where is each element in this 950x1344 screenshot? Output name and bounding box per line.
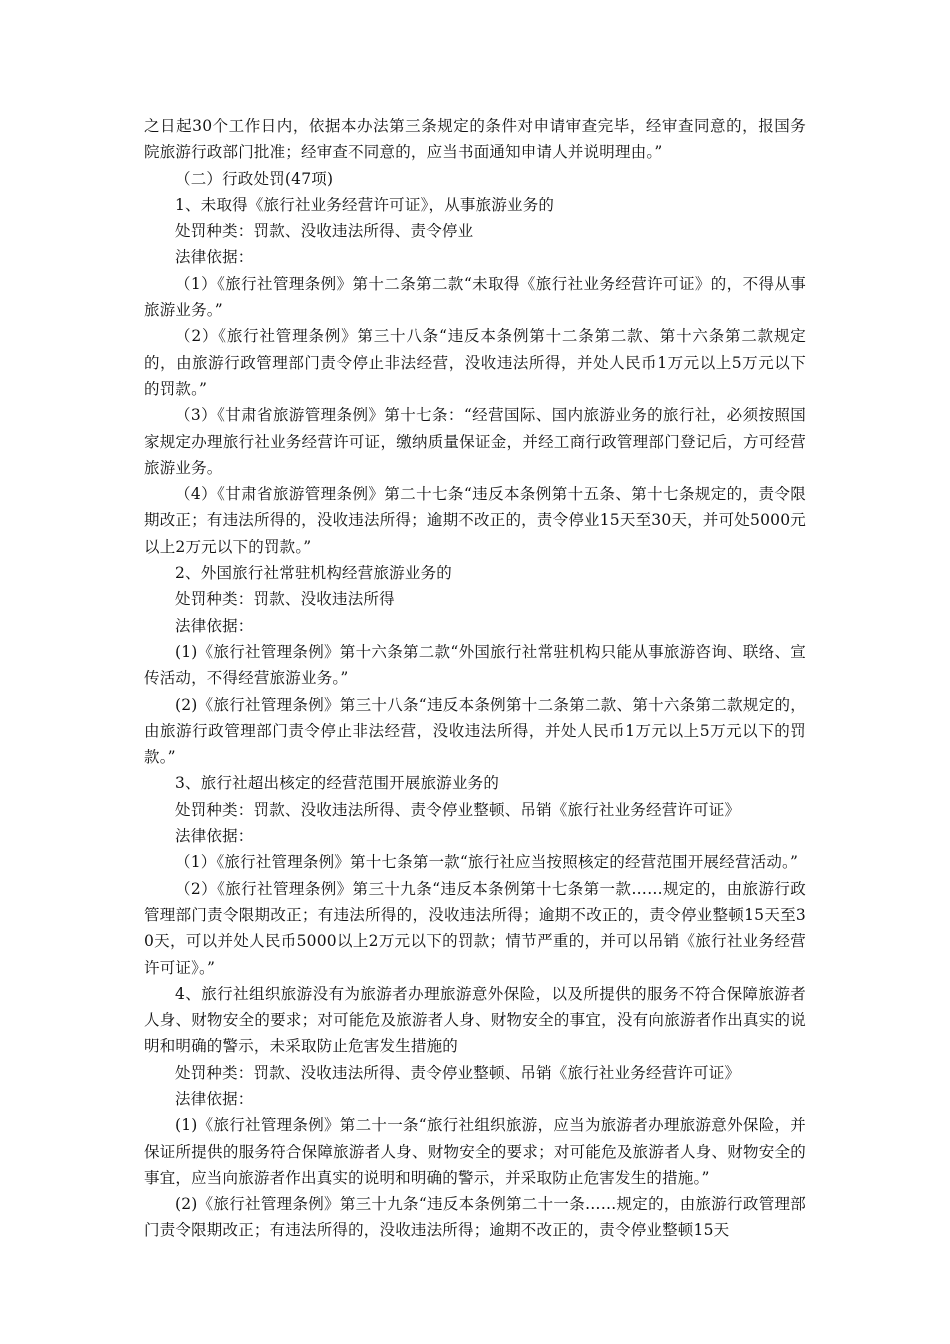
paragraph: 法律依据： bbox=[175, 827, 254, 846]
paragraph: （2）《旅行社管理条例》第三十八条“违反本条例第十二条第二款、第十六条第二款规定的，由旅游行政管理部门责令停止非法经营，没收违法所得，并处人民币1万元以上5万元以下的罚款。” bbox=[144, 327, 806, 398]
paragraph: （4）《甘肃省旅游管理条例》第二十七条“违反本条例第十五条、第十七条规定的，责令限期改正；有违法所得的，没收违法所得；逾期不改正的，责令停业15天至30天，并可处5000元以上2万元以下的罚款。” bbox=[144, 485, 806, 556]
paragraph: （2）《旅行社管理条例》第三十九条“违反本条例第十七条第一款……规定的，由旅游行政管理部门责令限期改正；有违法所得的，没收违法所得；逾期不改正的，责令停业整顿15天至30天，可以并处人民币5000以上2万元以下的罚款；情节严重的，并可以吊销《旅行社业务经营许可证》。” bbox=[144, 879, 806, 977]
paragraph: 2、外国旅行社常驻机构经营旅游业务的 bbox=[175, 564, 452, 583]
document-body bbox=[144, 113, 806, 1244]
paragraph: 4、旅行社组织旅游没有为旅游者办理旅游意外保险，以及所提供的服务不符合保障旅游者人身、财物安全的要求；对可能危及旅游者人身、财物安全的事宜，没有向旅游者作出真实的说明和明确的警示，未采取防止危害发生措施的 bbox=[144, 984, 806, 1056]
paragraph: （二）行政处罚(47项) bbox=[175, 169, 334, 188]
paragraph: 3、旅行社超出核定的经营范围开展旅游业务的 bbox=[175, 774, 500, 793]
paragraph: (1)《旅行社管理条例》第十六条第二款“外国旅行社常驻机构只能从事旅游咨询、联络、宣传活动，不得经营旅游业务。” bbox=[144, 642, 806, 688]
paragraph: （1）《旅行社管理条例》第十七条第一款“旅行社应当按照核定的经营范围开展经营活动。” bbox=[175, 853, 799, 872]
paragraph: (2)《旅行社管理条例》第三十九条“违反本条例第二十一条……规定的，由旅游行政管理部门责令限期改正；有违法所得的，没收违法所得；逾期不改正的，责令停业整顿15天 bbox=[144, 1195, 806, 1240]
paragraph: 法律依据： bbox=[175, 616, 254, 635]
paragraph: 1、未取得《旅行社业务经营许可证》，从事旅游业务的 bbox=[175, 195, 555, 214]
paragraph: 法律依据： bbox=[175, 1089, 254, 1108]
paragraph: (2)《旅行社管理条例》第三十八条“违反本条例第十二条第二款、第十六条第二款规定的，由旅游行政管理部门责令停止非法经营，没收违法所得，并处人民币1万元以上5万元以下的罚款。” bbox=[144, 695, 806, 767]
paragraph: （3）《甘肃省旅游管理条例》第十七条：“经营国际、国内旅游业务的旅行社，必须按照国家规定办理旅行社业务经营许可证，缴纳质量保证金，并经工商行政管理部门登记后，方可经营旅游业务。 bbox=[144, 406, 806, 477]
paragraph: 之日起30个工作日内，依据本办法第三条规定的条件对申请审查完毕，经审查同意的，报国务院旅游行政部门批准；经审查不同意的，应当书面通知申请人并说明理由。” bbox=[144, 117, 806, 162]
paragraph: 处罚种类：罚款、没收违法所得、责令停业整顿、吊销《旅行社业务经营许可证》 bbox=[175, 800, 741, 819]
paragraph: 法律依据： bbox=[175, 248, 254, 267]
paragraph: （1）《旅行社管理条例》第十二条第二款“未取得《旅行社业务经营许可证》的，不得从事旅游业务。” bbox=[144, 274, 806, 320]
paragraph: 处罚种类：罚款、没收违法所得、责令停业整顿、吊销《旅行社业务经营许可证》 bbox=[175, 1063, 741, 1082]
paragraph: 处罚种类：罚款、没收违法所得、责令停业 bbox=[175, 222, 474, 241]
paragraph: (1)《旅行社管理条例》第二十一条“旅行社组织旅游，应当为旅游者办理旅游意外保险，并保证所提供的服务符合保障旅游者人身、财物安全的要求；对可能危及旅游者人身、财物安全的事宜，应当向旅游者作出真实的说明和明确的警示，并采取防止危害发生的措施。” bbox=[144, 1116, 806, 1187]
paragraph: 处罚种类：罚款、没收违法所得 bbox=[175, 590, 395, 609]
